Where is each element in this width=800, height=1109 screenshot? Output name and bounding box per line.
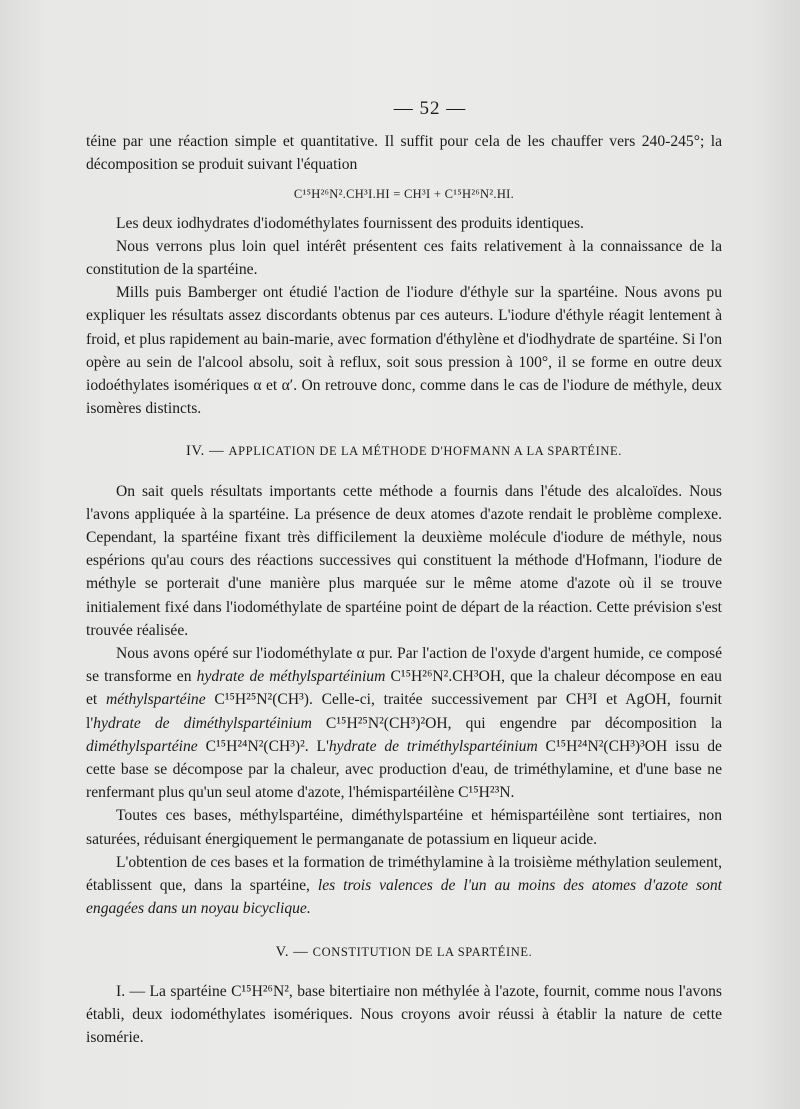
paragraph: I. — La spartéine C¹⁵H²⁶N², base bitertiaire non méthylée à l'azote, fournit, comme nous l'avons établi, deux iodométhylates isomériques. Nous croyons avoir réussi à établir la nature de cette isomérie. <box>86 982 722 1047</box>
text-run: C¹⁵H²⁶N².CH³OH, que la chaleur décompose en eau et <box>86 668 722 709</box>
paragraph <box>86 642 722 804</box>
paragraph: Toutes ces bases, méthylspartéine, diméthylspartéine et hémispartéilène sont tertiaires, non saturées, réduisant énergiquement le permanganate de potassium en liqueur acide. <box>86 807 722 848</box>
text-run: C¹⁵H²⁴N²(CH³)². L' <box>197 737 329 755</box>
italic-term: hydrate de diméthylspartéinium <box>93 714 312 732</box>
paragraph: On sait quels résultats importants cette méthode a fournis dans l'étude des alcaloïdes. Nous l'avons appliquée à la spartéine. La présence de deux atomes d'azote rendait le problème complexe. Cependant, la spartéine fixant très difficilement la deuxième molécule d'iodure de méthyle, nous espérions qu'au cours des réactions successives qui constituent la méthode d'Hofmann, l'iodure de méthyle se porterait d'une manière plus marquée sur le même atome d'azote où il se trouve initialement fixé dans l'iodométhylate de spartéine point de départ de la réaction. Cette prévision s'est trouvée réalisée. <box>86 482 722 639</box>
section-heading <box>86 440 722 463</box>
section-title: CONSTITUTION DE LA SPARTÉINE. <box>312 944 533 959</box>
text-run: C¹⁵H²⁴N²(CH³)³OH issu de cette base se décompose par la chaleur, avec production d'eau, de triméthylamine, et d'une base ne renfermant plus qu'un seul atome d'azote, l'hémispartéilène C¹⁵H²³N. <box>86 737 722 802</box>
italic-term: diméthylspartéine <box>86 737 198 755</box>
equation: C¹⁵H²⁶N².CH³I.HI = CH³I + C¹⁵H²⁶N².HI. <box>293 187 515 202</box>
italic-term: méthylspartéine <box>106 691 206 709</box>
body-text <box>86 130 722 1049</box>
text-run: Nous avons opéré sur l'iodométhylate α pur. Par l'action de l'oxyde d'argent humide, ce composé se transforme en <box>86 645 722 686</box>
paragraph: téine par une réaction simple et quantitative. Il suffit pour cela de les chauffer vers 240-245°; la décomposition se produit suivant l'équation <box>86 133 722 174</box>
section-heading <box>86 941 722 964</box>
text-run: L'obtention de ces bases et la formation de triméthylamine à la troisième méthylation seulement, établissent que, dans la spartéine, <box>86 853 722 895</box>
paragraph: Les deux iodhydrates d'iodométhylates fournissent des produits identiques. <box>116 214 584 232</box>
page-number: — 52 — <box>393 98 467 119</box>
italic-conclusion: les trois valences de l'un au moins des atomes d'azote sont engagées dans un noyau bicyclique. <box>86 877 723 918</box>
section-title: APPLICATION DE LA MÉTHODE D'HOFMANN A LA SPARTÉINE. <box>228 444 622 459</box>
paragraph: Nous verrons plus loin quel intérêt présentent ces faits relativement à la connaissance de la constitution de la spartéine. <box>86 237 722 279</box>
text-run: C¹⁵H²⁵N²(CH³)²OH, qui engendre par décomposition la <box>311 714 722 732</box>
paragraph <box>86 851 722 921</box>
text-run: C¹⁵H²⁵N²(CH³). Celle-ci, traitée successivement par CH³I et AgOH, fournit l' <box>86 691 722 732</box>
section-numeral: IV. — <box>186 443 225 460</box>
section-numeral: V. — <box>275 943 309 960</box>
italic-term: hydrate de triméthylspartéinium <box>328 737 538 755</box>
italic-term: hydrate de méthylspartéinium <box>196 668 386 686</box>
paragraph: Mills puis Bamberger ont étudié l'action de l'iodure d'éthyle sur la spartéine. Nous avons pu expliquer les résultats assez discordants obtenus par ces auteurs. L'iodure d'éthyle réagit lentement à froid, et plus rapidement au bain-marie, avec formation d'éthylène et d'iodhydrate de spartéine. Si l'on opère au sein de l'alcool absolu, soit à reflux, soit sous pression à 100°, il se forme en outre deux iodoéthylates isomériques α et α′. On retrouve donc, comme dans le cas de l'iodure de méthyle, deux isomères distincts. <box>86 284 722 418</box>
